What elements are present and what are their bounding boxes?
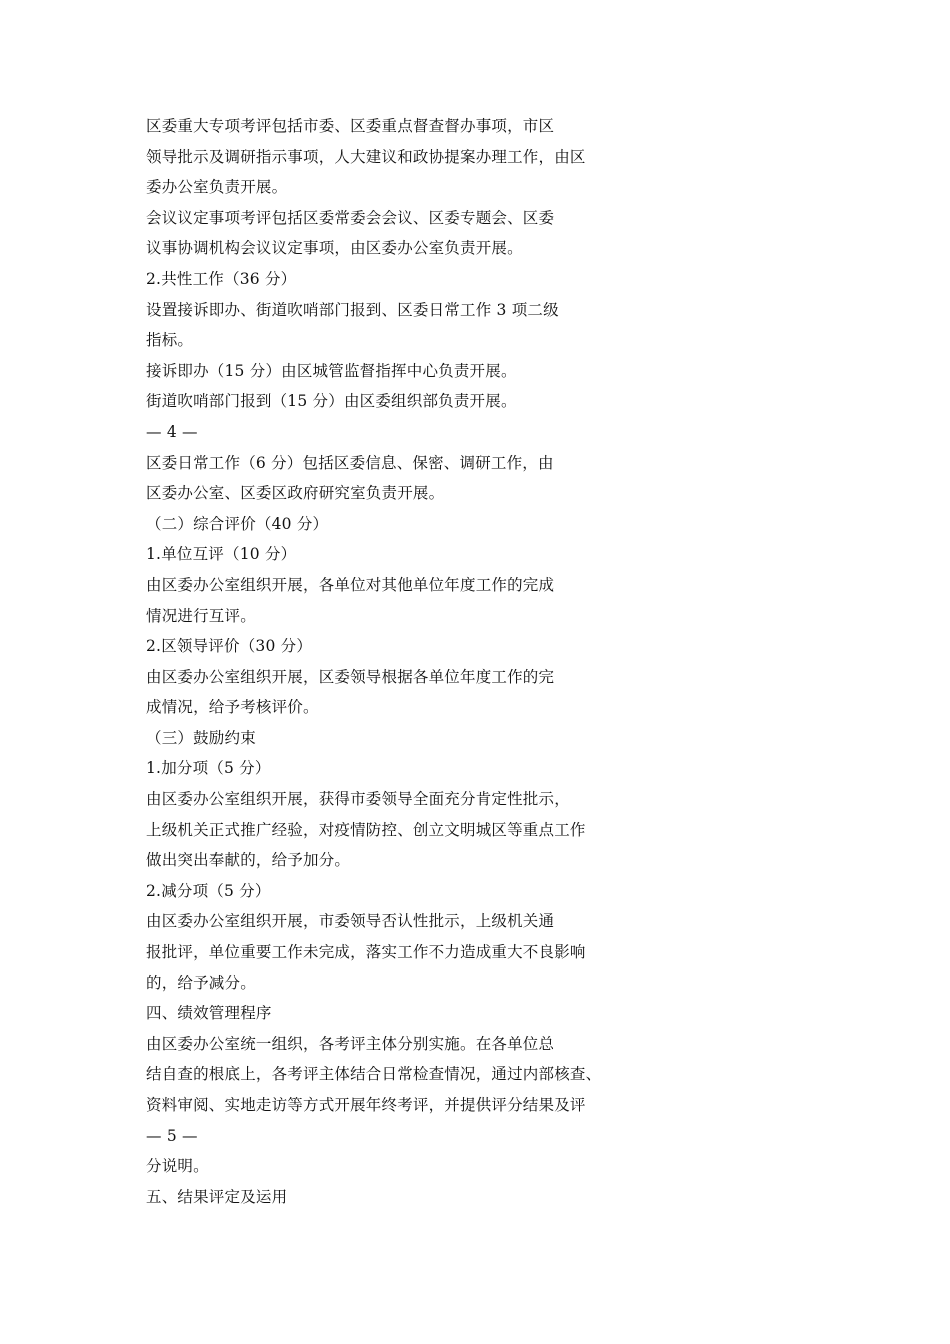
text-line: 指标。 (146, 331, 194, 350)
text-line: 情况进行互评。 (146, 606, 256, 625)
text-line: 区委办公室、区委区政府研究室负责开展。 (146, 484, 445, 503)
text-line: 由区委办公室组织开展，市委领导否认性批示，上级机关通 (146, 912, 555, 931)
section-heading: 1.单位互评（10 分） (146, 545, 297, 564)
text-line: 区委日常工作（6 分）包括区委信息、保密、调研工作，由 (146, 453, 554, 472)
text-line: 设置接诉即办、街道吹哨部门报到、区委日常工作 3 项二级 (146, 300, 559, 319)
document-page (146, 111, 926, 1212)
page-number: — 4 — (146, 422, 198, 441)
text-line: 议事协调机构会议议定事项，由区委办公室负责开展。 (146, 239, 523, 258)
text-line: 的，给予减分。 (146, 973, 256, 992)
section-heading: 五、结果评定及运用 (146, 1187, 288, 1206)
section-heading: 1.加分项（5 分） (146, 759, 271, 778)
section-heading: （二）综合评价（40 分） (146, 514, 329, 533)
text-line: 由区委办公室组织开展，获得市委领导全面充分肯定性批示， (146, 790, 570, 809)
text-line: 由区委办公室统一组织，各考评主体分别实施。在各单位总 (146, 1034, 555, 1053)
text-line: 分说明。 (146, 1157, 209, 1176)
section-heading: 四、绩效管理程序 (146, 1004, 272, 1023)
text-line: 由区委办公室组织开展，各单位对其他单位年度工作的完成 (146, 575, 555, 594)
text-line: 区委重大专项考评包括市委、区委重点督查督办事项，市区 (146, 117, 555, 135)
section-heading: 2.共性工作（36 分） (146, 269, 297, 288)
text-line: 会议议定事项考评包括区委常委会会议、区委专题会、区委 (146, 208, 555, 227)
text-line: 上级机关正式推广经验，对疫情防控、创立文明城区等重点工作 (146, 820, 586, 839)
section-heading: 2.区领导评价（30 分） (146, 637, 313, 656)
text-line: 结自查的根底上，各考评主体结合日常检查情况，通过内部核查、 (146, 1065, 602, 1084)
text-line: 由区委办公室组织开展，区委领导根据各单位年度工作的完 (146, 667, 555, 686)
text-line: 做出突出奉献的，给予加分。 (146, 851, 351, 870)
text-line: 领导批示及调研指示事项，人大建议和政协提案办理工作，由区 (146, 147, 586, 166)
text-line: 委办公室负责开展。 (146, 178, 288, 197)
text-line: 街道吹哨部门报到（15 分）由区委组织部负责开展。 (146, 392, 517, 411)
page-number: — 5 — (146, 1126, 198, 1145)
text-line: 资料审阅、实地走访等方式开展年终考评，并提供评分结果及评 (146, 1096, 586, 1114)
text-line: 成情况，给予考核评价。 (146, 698, 319, 717)
section-heading: 2.减分项（5 分） (146, 881, 271, 900)
text-line: 报批评，单位重要工作未完成，落实工作不力造成重大不良影响 (146, 943, 586, 962)
text-line: 接诉即办（15 分）由区城管监督指挥中心负责开展。 (146, 361, 517, 380)
section-heading: （三）鼓励约束 (146, 728, 256, 747)
